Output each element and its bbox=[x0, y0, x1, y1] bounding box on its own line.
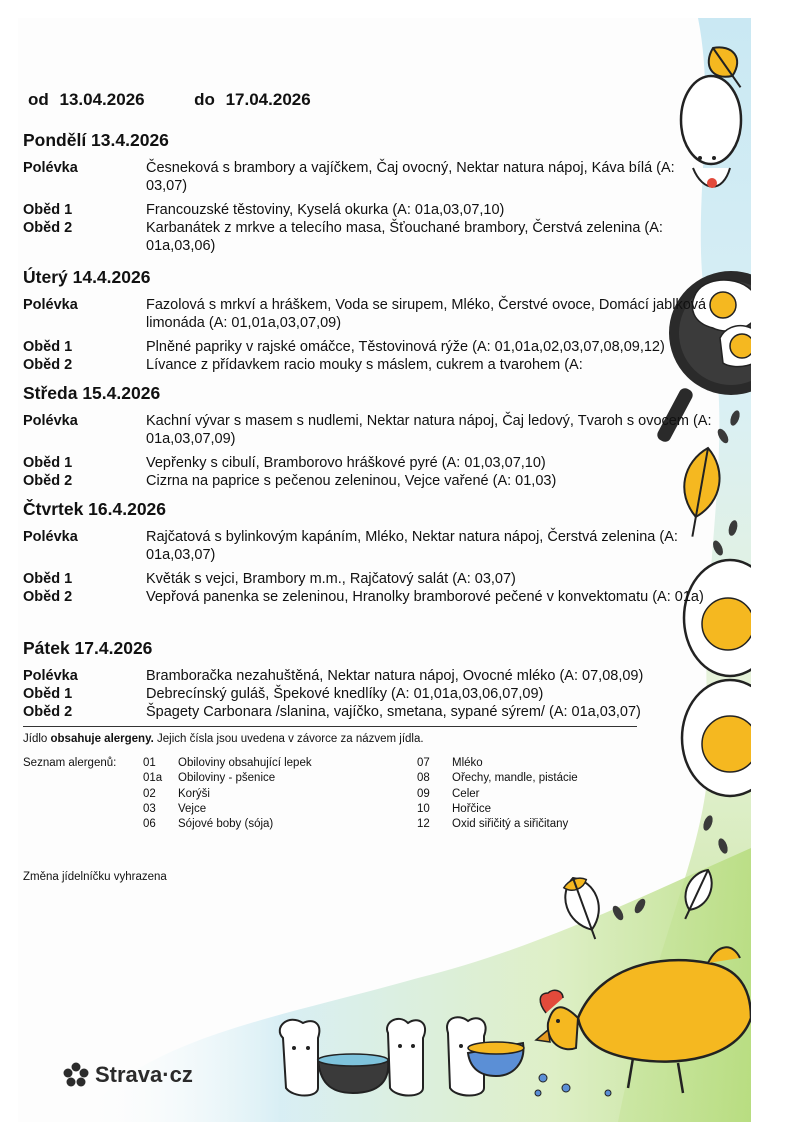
allergen-note bbox=[23, 733, 424, 745]
allergen-code: 10 bbox=[417, 802, 430, 815]
menu-sheet bbox=[18, 18, 751, 1122]
row-label: Oběd 2 bbox=[23, 357, 73, 373]
row-label: Oběd 1 bbox=[23, 571, 73, 587]
allergen-code: 01a bbox=[143, 772, 163, 785]
row-text: Česneková s brambory a vajíčkem, Čaj ovocný, Nektar natura nápoj, Káva bílá (A: 03,07) bbox=[146, 160, 675, 194]
allergen-item bbox=[417, 787, 578, 802]
menu-row-lunch-2 bbox=[23, 588, 738, 606]
menu-row-lunch-2 bbox=[23, 356, 738, 374]
allergen-item bbox=[143, 817, 312, 832]
allergen-item bbox=[417, 817, 578, 832]
allergen-name: Mléko bbox=[452, 757, 483, 769]
day-title: Středa 15.4.2026 bbox=[23, 383, 161, 403]
allergen-name: Oxid siřičitý a siřičitany bbox=[452, 818, 569, 831]
allergen-name: Hořčice bbox=[452, 802, 491, 815]
allergen-code: 01 bbox=[143, 757, 156, 769]
row-label: Oběd 1 bbox=[23, 455, 73, 471]
allergen-code: 08 bbox=[417, 772, 430, 785]
period-from-date: 13.04.2026 bbox=[59, 90, 145, 109]
allergen-item bbox=[417, 771, 578, 786]
row-label: Oběd 2 bbox=[23, 473, 73, 489]
allergen-item bbox=[143, 771, 312, 786]
row-label: Oběd 1 bbox=[23, 339, 73, 355]
footer-note: Změna jídelníčku vyhrazena bbox=[23, 871, 167, 883]
row-text: Debrecínský guláš, Špekové knedlíky (A: 01,01a,03,06,07,09) bbox=[146, 686, 544, 702]
day-section-thursday bbox=[23, 499, 738, 606]
row-text: Francouzské těstoviny, Kyselá okurka (A: 01a,03,07,10) bbox=[146, 202, 505, 218]
row-label: Oběd 2 bbox=[23, 704, 73, 720]
row-label: Polévka bbox=[23, 529, 78, 545]
allergen-name: Sójové boby (sója) bbox=[178, 818, 274, 831]
row-text: Plněné papriky v rajské omáčce, Těstovinová rýže (A: 01,01a,02,03,07,08,09,12) bbox=[146, 339, 665, 355]
menu-row-lunch-1 bbox=[23, 454, 738, 472]
row-text: Vepřová panenka se zeleninou, Hranolky bramborové pečené v konvektomatu (A: 01a) bbox=[146, 589, 704, 605]
row-text: Vepřenky s cibulí, Bramborovo hráškové pyré (A: 01,03,07,10) bbox=[146, 455, 546, 471]
allergen-name: Celer bbox=[452, 787, 480, 800]
menu-row-lunch-1 bbox=[23, 685, 738, 703]
period-to-label: do bbox=[194, 90, 215, 109]
row-label: Oběd 1 bbox=[23, 202, 73, 218]
allergen-code: 02 bbox=[143, 787, 156, 800]
allergen-list-title: Seznam alergenů: bbox=[23, 757, 117, 769]
allergen-name: Ořechy, mandle, pistácie bbox=[452, 772, 578, 785]
note-prefix: Jídlo bbox=[23, 733, 51, 745]
menu-row-soup bbox=[23, 412, 738, 448]
row-text: Rajčatová s bylinkovým kapáním, Mléko, Nektar natura nápoj, Čerstvá zelenina (A: 01a,03,07) bbox=[146, 529, 678, 563]
menu-row-soup bbox=[23, 667, 738, 685]
strava-logo[interactable] bbox=[63, 1062, 193, 1088]
row-text: Kachní vývar s masem s nudlemi, Nektar natura nápoj, Čaj ledový, Tvaroh s ovocem (A: 01a,03,07,09) bbox=[146, 413, 712, 447]
menu-row-soup bbox=[23, 528, 738, 564]
allergen-code: 06 bbox=[143, 818, 156, 831]
row-label: Polévka bbox=[23, 160, 78, 176]
allergen-code: 12 bbox=[417, 818, 430, 831]
menu-row-lunch-1 bbox=[23, 201, 738, 219]
menu-row-lunch-1 bbox=[23, 570, 738, 588]
allergen-name: Obiloviny obsahující lepek bbox=[178, 757, 312, 769]
allergen-name: Korýši bbox=[178, 787, 210, 800]
menu-row-lunch-2 bbox=[23, 472, 738, 490]
period-from-label: od bbox=[28, 90, 49, 109]
row-label: Oběd 1 bbox=[23, 686, 73, 702]
brand-name: Strava·cz bbox=[95, 1062, 193, 1087]
row-text: Karbanátek z mrkve a telecího masa, Šťouchané brambory, Čerstvá zelenina (A: 01a,03,06) bbox=[146, 220, 663, 254]
allergen-item bbox=[417, 756, 578, 771]
menu-row-lunch-1 bbox=[23, 338, 738, 356]
row-label: Oběd 2 bbox=[23, 589, 73, 605]
menu-period bbox=[28, 90, 317, 110]
day-section-monday bbox=[23, 130, 738, 255]
day-section-wednesday bbox=[23, 383, 738, 490]
allergen-item bbox=[143, 787, 312, 802]
row-text: Květák s vejci, Brambory m.m., Rajčatový salát (A: 03,07) bbox=[146, 571, 516, 587]
flower-logo-icon bbox=[63, 1062, 89, 1088]
row-label: Oběd 2 bbox=[23, 220, 73, 236]
day-section-tuesday bbox=[23, 267, 738, 374]
row-text: Lívance z přídavkem racio mouky s máslem, cukrem a tvarohem (A: bbox=[146, 357, 583, 373]
allergen-item bbox=[143, 756, 312, 771]
menu-row-lunch-2 bbox=[23, 219, 738, 255]
menu-row-lunch-2 bbox=[23, 703, 738, 721]
row-label: Polévka bbox=[23, 668, 78, 684]
menu-row-soup bbox=[23, 296, 738, 332]
note-bold: obsahuje alergeny. bbox=[50, 733, 154, 745]
note-suffix: Jejich čísla jsou uvedena v závorce za názvem jídla. bbox=[153, 733, 424, 745]
row-label: Polévka bbox=[23, 413, 78, 429]
row-label: Polévka bbox=[23, 297, 78, 313]
day-title: Pátek 17.4.2026 bbox=[23, 638, 153, 658]
menu-row-soup bbox=[23, 159, 738, 195]
divider bbox=[23, 726, 637, 727]
row-text: Fazolová s mrkví a hráškem, Voda se sirupem, Mléko, Čerstvé ovoce, Domácí jablková limonáda (A: 01,01a,03,07,09) bbox=[146, 297, 707, 331]
day-title: Čtvrtek 16.4.2026 bbox=[23, 499, 167, 519]
allergen-item bbox=[417, 802, 578, 817]
allergen-code: 07 bbox=[417, 757, 430, 769]
allergen-column-left bbox=[143, 756, 312, 832]
day-title: Úterý 14.4.2026 bbox=[23, 267, 151, 287]
period-to-date: 17.04.2026 bbox=[225, 90, 311, 109]
allergen-name: Vejce bbox=[178, 802, 207, 815]
row-text: Cizrna na paprice s pečenou zeleninou, Vejce vařené (A: 01,03) bbox=[146, 473, 557, 489]
day-section-friday bbox=[23, 638, 738, 721]
row-text: Bramboračka nezahuštěná, Nektar natura nápoj, Ovocné mléko (A: 07,08,09) bbox=[146, 668, 644, 684]
allergen-item bbox=[143, 802, 312, 817]
allergen-name: Obiloviny - pšenice bbox=[178, 772, 276, 785]
allergen-column-right bbox=[417, 756, 578, 832]
row-text: Špagety Carbonara /slanina, vajíčko, smetana, sypané sýrem/ (A: 01a,03,07) bbox=[146, 704, 641, 720]
allergen-code: 03 bbox=[143, 802, 156, 815]
day-title: Pondělí 13.4.2026 bbox=[23, 130, 169, 150]
allergen-code: 09 bbox=[417, 787, 430, 800]
